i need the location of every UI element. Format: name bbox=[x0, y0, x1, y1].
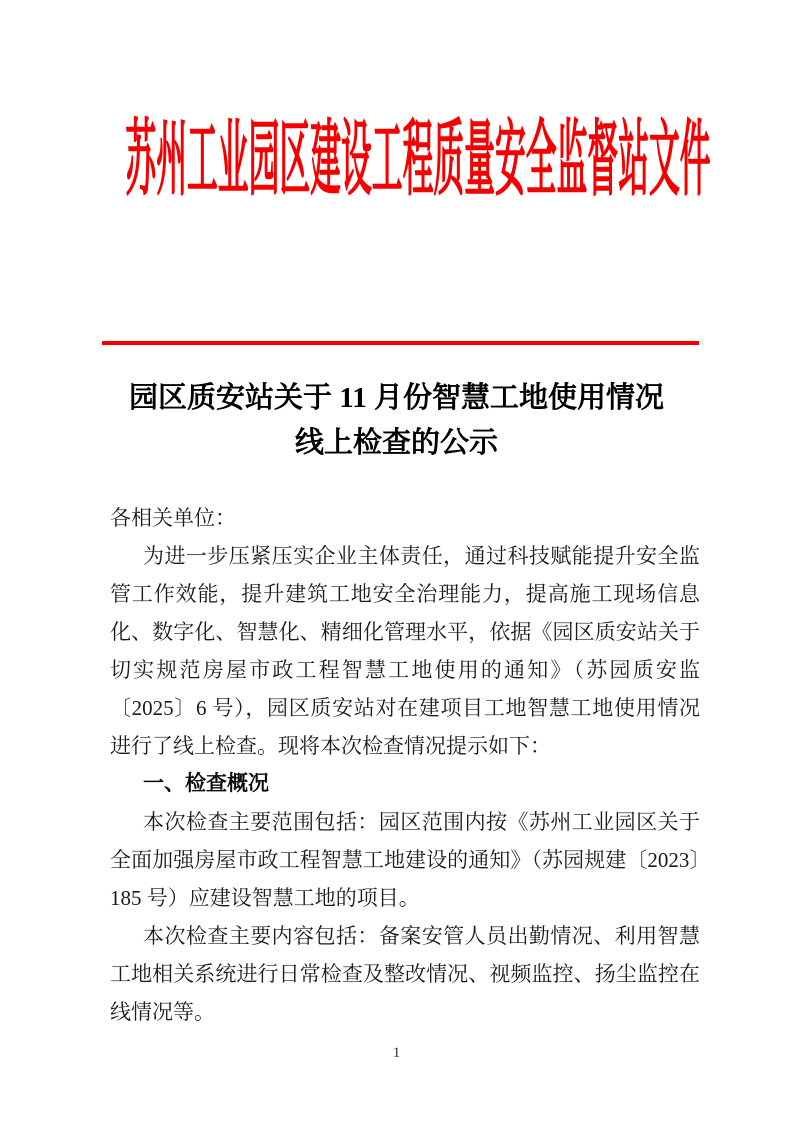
document-title-line2: 线上检查的公示 bbox=[294, 427, 498, 459]
salutation: 各相关单位： bbox=[110, 506, 236, 530]
section-1-paragraph-scope: 本次检查主要范围包括：园区范围内按《苏州工业园区关于全面加强房屋市政工程智慧工地建设的通知》（苏园规建〔2023〕185 号）应建设智慧工地的项目。 bbox=[110, 810, 700, 910]
intro-paragraph: 为进一步压紧压实企业主体责任，通过科技赋能提升安全监管工作效能，提升建筑工地安全治理能力，提高施工现场信息化、数字化、智慧化、精细化管理水平，依据《园区质安站关于切实规范房屋市政工程智慧工地使用的通知》（苏园质安监〔2025〕6 号），园区质安站对在建项目工地智慧工地使用情况进行了线上检查。现将本次检查情况提示如下： bbox=[110, 544, 700, 758]
page-number: 1 bbox=[392, 1045, 401, 1061]
letterhead-divider-line bbox=[102, 341, 699, 345]
document-body bbox=[110, 499, 700, 1031]
section-1-paragraph-content: 本次检查主要内容包括：备案安管人员出勤情况、利用智慧工地相关系统进行日常检查及整改情况、视频监控、扬尘监控在线情况等。 bbox=[110, 924, 700, 1024]
document-title bbox=[0, 376, 793, 466]
document-letterhead bbox=[0, 114, 793, 210]
document-title-line1: 园区质安站关于 11 月份智慧工地使用情况 bbox=[129, 382, 664, 414]
section-1-heading: 一、检查概况 bbox=[143, 772, 269, 795]
issuing-org-title: 苏州工业园区建设工程质量安全监督站文件 bbox=[125, 114, 711, 207]
